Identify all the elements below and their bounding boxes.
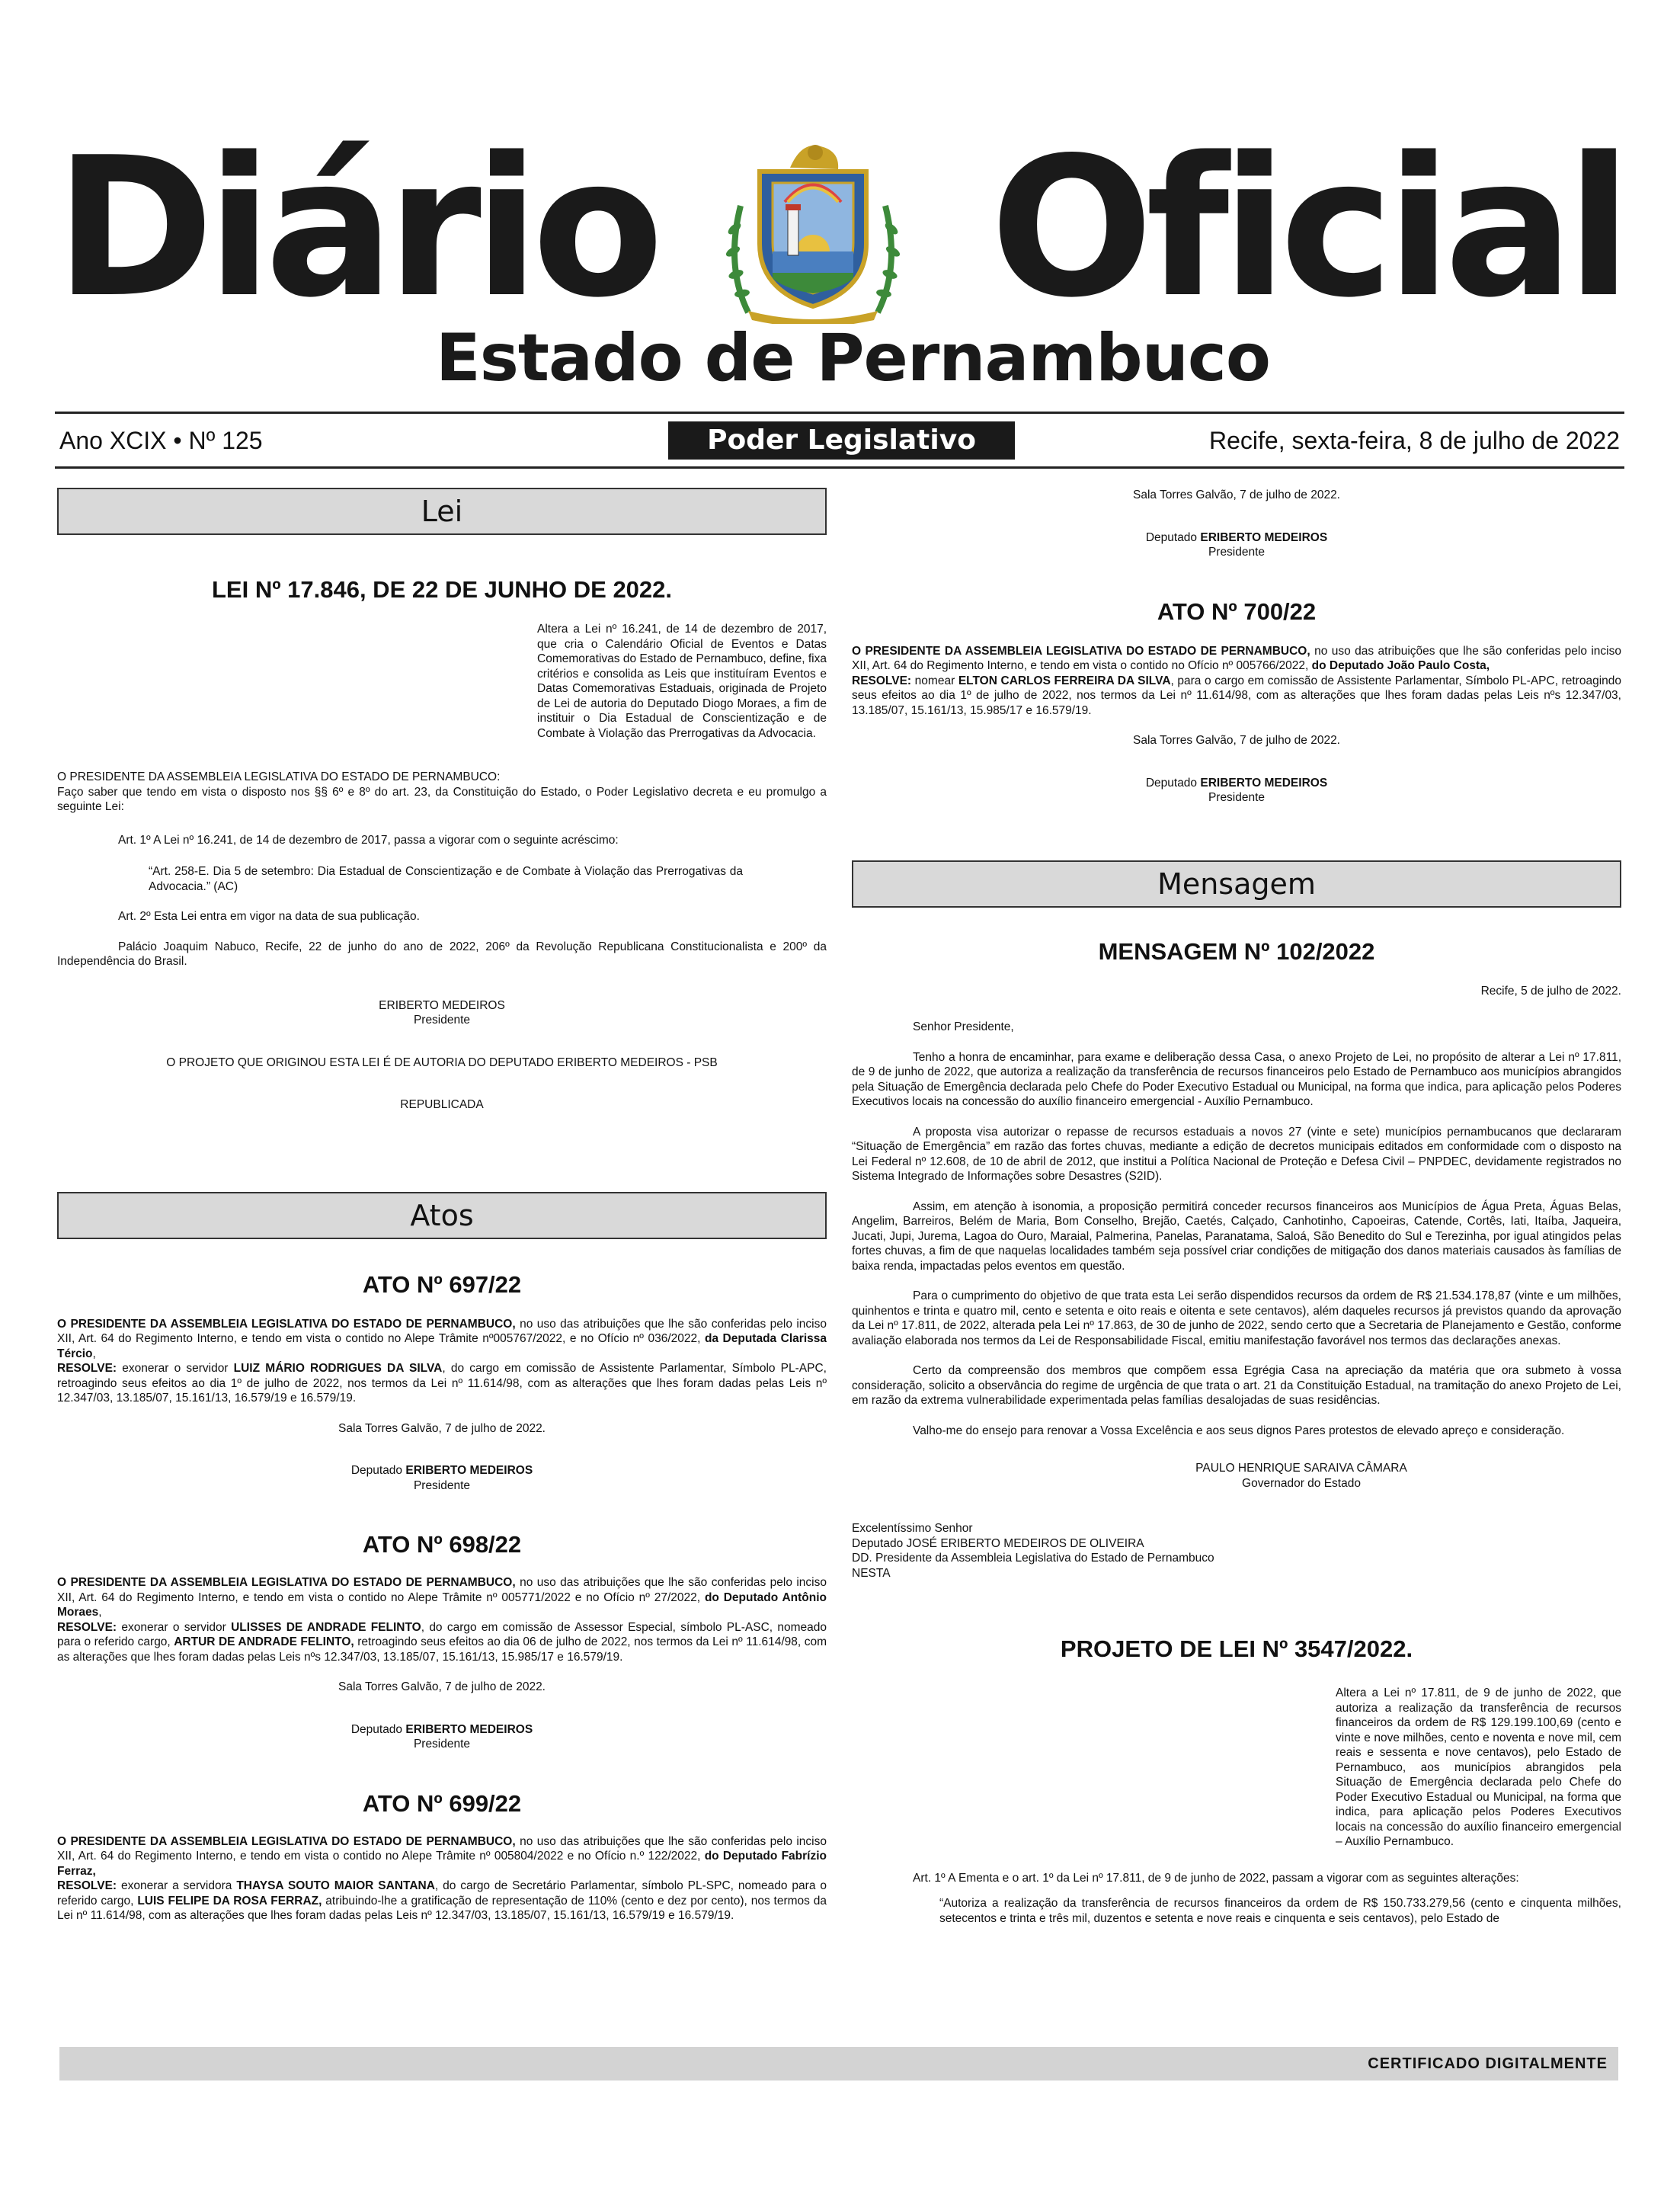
ato-699-body: O PRESIDENTE DA ASSEMBLEIA LEGISLATIVA DO ESTADO DE PERNAMBUCO, no uso das atribuições que lhe são conferidas pelo inciso XII, Art. 64 do Regimento Interno, e tendo em vista o contido no Alepe Trâmite nº 005804/2022 e no Ofício n.º 122/2022, do Deputado Fabrízio Ferraz, RESOLVE: exonerar a servidora THAYSA SOUTO MAIOR SANTANA, do cargo de Secretário Parlamentar, símbolo PL-SPC, nomeado para o referido cargo, LUIS FELIPE DA ROSA FERRAZ, atribuindo-lhe a gratificação de representação de 110% (cento e dez por cento), nos termos da Lei nº 11.614/98, com as alterações que lhes foram dadas pelas Leis nº 12.347/03, 13.185/07, 15.161/13, 16.579/19 e 16.579/19. [57, 1834, 827, 1922]
section-header-lei: Lei [57, 488, 827, 535]
projeto-de-lei-quote: “Autoriza a realização da transferência de recursos financeiros da ordem de R$ 150.733.279,56 (cento e cinquenta milhões, setecentos e trinta e três mil, duzentos e setenta e nove reais e cinquenta e seis centavos), pelo Estado de [939, 1897, 1621, 1925]
ato-697-sala: Sala Torres Galvão, 7 de julho de 2022. [338, 1421, 546, 1435]
mensagem-paragraph-1: Tenho a honra de encaminhar, para exame e deliberação dessa Casa, o anexo Projeto de Lei, no propósito de alterar a Lei nº 17.811, de 9 de junho de 2022, que autoriza a realização da transferência de recursos financeiros pelo Estado de Pernambuco aos municípios abrangidos pela Situação de Emergência declarada pelo Chefe do Poder Executivo Estadual ou Municipal, na forma que indica, para aplicação pelos Poderes Executivos locais na concessão do auxílio financeiro emergencial - Auxílio Pernambuco. [852, 1050, 1621, 1108]
lei-art1: Art. 1º A Lei nº 16.241, de 14 de dezembro de 2017, passa a vigorar com o seguinte acréscimo: [118, 833, 619, 847]
ato-700-body: O PRESIDENTE DA ASSEMBLEIA LEGISLATIVA DO ESTADO DE PERNAMBUCO, no uso das atribuições que lhe são conferidas pelo inciso XII, Art. 64 do Regimento Interno, e tendo em vista o contido no Ofício nº 005766/2022, do Deputado João Paulo Costa, RESOLVE: nomear ELTON CARLOS FERREIRA DA SILVA, para o cargo em comissão de Assistente Parlamentar, Símbolo PL-APC, retroagindo seus efeitos ao dia 1º de julho de 2022, nos termos da Lei nº 11.614/98, com as alterações que lhes foram dadas pelas Leis nºs 12.347/03, 13.185/07, 15.161/13, 15.985/17 e 16.579/19. [852, 644, 1622, 717]
lei-art2: Art. 2º Esta Lei entra em vigor na data de sua publicação. [118, 910, 420, 923]
lei-title: LEI Nº 17.846, DE 22 DE JUNHO DE 2022. [211, 576, 673, 603]
mensagem-paragraph-3: Assim, em atenção à isonomia, a proposição permitirá conceder recursos financeiros aos Municípios de Água Preta, Águas Belas, Angelim, Barreiros, Belém de Maria, Bom Conselho, Brejão, Caetés, Calçado, Canhotinho, Capoeiras, Catende, Cortês, Iati, Itaíba, Jaqueira, Jucati, Jupi, Jurema, Lagoa do Ouro, Maraial, Palmerina, Panelas, Paranatama, Saloá, São Benedito do Sul e Terezinha, por igual atingidos pelas fortes chuvas, a fim de que naquelas localidades também seja possível criar condições de mitigação dos danos materiais causados às famílias de baixa renda, impactadas pelos eventos em questão. [852, 1200, 1621, 1273]
mensagem-date: Recife, 5 de julho de 2022. [1480, 984, 1621, 998]
masthead [55, 117, 1624, 396]
ato-698-signature: Deputado ERIBERTO MEDEIROS [350, 1722, 533, 1736]
ato-697-title: ATO Nº 697/22 [362, 1270, 522, 1298]
edition-number: Ano XCIX • Nº 125 [59, 427, 263, 454]
section-header-atos: Atos [57, 1192, 827, 1239]
projeto-de-lei-title: PROJETO DE LEI Nº 3547/2022. [1060, 1635, 1413, 1662]
mensagem-paragraph-2: A proposta visa autorizar o repasse de recursos estaduais a novos 27 (vinte e sete) municípios pernambucanos que declararam “Situação de Emergência” em razão das fortes chuvas, mediante a edição de decretos municipais editados em conformidade com o disposto na Lei Federal nº 12.608, de 10 de abril de 2012, que institui a Política Nacional de Proteção e Defesa Civil – PNPDEC, devidamente registrados no Sistema Integrado de Informações sobre Desastres (S2ID). [852, 1125, 1621, 1183]
address-line-4: NESTA [852, 1566, 891, 1580]
left-column [57, 488, 827, 1924]
ato-700-role: Presidente [1208, 791, 1266, 804]
ato-700-title: ATO Nº 700/22 [1157, 597, 1317, 625]
mensagem-paragraph-5: Certo da compreensão dos membros que compõem essa Egrégia Casa na apreciação da matéria que ora submeto à vossa consideração, solicito a observância do regime de urgência de que trata o art. 21 da Constituição Estadual, na tramitação do anexo Projeto de Lei, em razão da extrema vulnerabilidade experimentada pelas famílias desalojadas de suas residências. [852, 1364, 1621, 1407]
ato-698-title: ATO Nº 698/22 [362, 1531, 522, 1558]
mensagem-paragraph-4: Para o cumprimento do objetivo de que trata esta Lei serão dispendidos recursos da ordem de R$ 21.534.178,87 (vinte e um milhões, quinhentos e trinta e quatro mil, cento e setenta e oito reais e oitenta e sete centavos), além daqueles recursos já previstos quando da aprovação da Lei nº 17.811, de 2022, alterada pela Lei nº 17.863, de 30 de junho de 2022, sendo certo que a Secretaria de Planejamento e Gestão, conforme avaliação elaborada nos termos da Lei de Responsabilidade Fiscal, emitiu manifestação favorável nos termos das declarações anexas. [852, 1289, 1621, 1347]
projeto-de-lei-ementa: Altera a Lei nº 17.811, de 9 de junho de 2022, que autoriza a realização da transferência de recursos financeiros da ordem de R$ 129.199.100,69 (cento e vinte e nove milhões, cento e noventa e nove mil, cem reais e sessenta e nove centavos), pelo Estado de Pernambuco, aos municípios abrangidos pela Situação de Emergência declarada pelo Chefe do Poder Executivo Estadual ou Municipal, na forma que indica, para aplicação pelos Poderes Executivos locais na concessão do auxílio financeiro emergencial – Auxílio Pernambuco. [1336, 1686, 1621, 1848]
lei-preamble-2: Faço saber que tendo em vista o disposto nos §§ 6º e 8º do art. 23, da Constituição do Estado, o Poder Legislativo decreta e eu promulgo a seguinte Lei: [57, 785, 827, 813]
lei-palacio: Palácio Joaquim Nabuco, Recife, 22 de junho do ano de 2022, 206º da Revolução Republicana Constitucionalista e 200º da Independência do Brasil. [57, 940, 827, 968]
masthead-bottom-rule [55, 466, 1624, 469]
section-header-mensagem: Mensagem [852, 860, 1621, 908]
lei-autoria: O PROJETO QUE ORIGINOU ESTA LEI É DE AUTORIA DO DEPUTADO ERIBERTO MEDEIROS - PSB [166, 1055, 718, 1069]
issue-date: Recife, sexta-feira, 8 de julho de 2022 [1209, 427, 1620, 454]
top-sala: Sala Torres Galvão, 7 de julho de 2022. [1132, 488, 1340, 501]
digital-certificate-label: CERTIFICADO DIGITALMENTE [1368, 2055, 1608, 2072]
top-role: Presidente [1208, 546, 1266, 559]
mensagem-signature-name: PAULO HENRIQUE SARAIVA CÂMARA [1195, 1462, 1407, 1475]
ato-699-title: ATO Nº 699/22 [362, 1789, 522, 1817]
address-line-3: DD. Presidente da Assembleia Legislativa do Estado de Pernambuco [852, 1552, 1214, 1565]
mensagem-paragraph-6: Valho-me do ensejo para renovar a Vossa Excelência e aos seus dignos Pares protestos de elevado apreço e consideração. [913, 1424, 1565, 1437]
lei-signature-name: ERIBERTO MEDEIROS [379, 998, 505, 1012]
lei-republicada: REPUBLICADA [400, 1098, 484, 1111]
mensagem-title: MENSAGEM Nº 102/2022 [1098, 937, 1375, 965]
lei-preamble-1: O PRESIDENTE DA ASSEMBLEIA LEGISLATIVA DO ESTADO DE PERNAMBUCO: [57, 770, 501, 783]
masthead-title-left: Diário [55, 117, 657, 340]
info-bar [55, 418, 1624, 466]
lei-quote: “Art. 258-E. Dia 5 de setembro: Dia Estadual de Conscientização e de Combate à Violação das Prerrogativas da Advocacia.” (AC) [149, 865, 743, 893]
ato-700-sala: Sala Torres Galvão, 7 de julho de 2022. [1132, 734, 1340, 747]
address-line-1: Excelentíssimo Senhor [852, 1522, 973, 1535]
top-signature: Deputado ERIBERTO MEDEIROS [1145, 530, 1328, 544]
masthead-top-rule [55, 412, 1624, 414]
lei-signature-role: Presidente [413, 1014, 471, 1027]
ato-698-sala: Sala Torres Galvão, 7 de julho de 2022. [338, 1680, 546, 1693]
mensagem-greeting: Senhor Presidente, [913, 1020, 1014, 1033]
power-badge: Poder Legislativo [668, 421, 1015, 460]
masthead-title-right: Oficial [990, 117, 1624, 340]
projeto-de-lei-art1: Art. 1º A Ementa e o art. 1º da Lei nº 17.811, de 9 de junho de 2022, passam a vigorar com as seguintes alterações: [913, 1871, 1519, 1885]
ato-697-body: O PRESIDENTE DA ASSEMBLEIA LEGISLATIVA DO ESTADO DE PERNAMBUCO, no uso das atribuições que lhe são conferidas pelo inciso XII, Art. 64 do Regimento Interno, e tendo em vista o contido no Alepe Trâmite nº005767/2022, e no Ofício nº 036/2022, da Deputada Clarissa Tércio, RESOLVE: exonerar o servidor LUIZ MÁRIO RODRIGUES DA SILVA, do cargo em comissão de Assistente Parlamentar, Símbolo PL-APC, retroagindo seus efeitos ao dia 1º de julho de 2022, nos termos da Lei nº 11.614/98, com as alterações que lhes foram dadas pelas Leis nº 12.347/03, 13.185/07, 15.161/13, 16.579/19 e 16.579/19. [57, 1317, 827, 1405]
masthead-subtitle: Estado de Pernambuco [436, 320, 1270, 396]
lei-ementa: Altera a Lei nº 16.241, de 14 de dezembro de 2017, que cria o Calendário Oficial de Eventos e Datas Comemorativas do Estado de Pernambuco, define, fixa critérios e consolida as Leis que instituíram Eventos e Datas Comemorativas Estaduais, originada de Projeto de Lei de autoria do Deputado Diogo Moraes, a fim de instituir o Dia Estadual de Conscientização e de Combate à Violação das Prerrogativas da Advocacia. [537, 623, 827, 740]
ato-698-role: Presidente [413, 1738, 471, 1751]
ato-700-signature: Deputado ERIBERTO MEDEIROS [1145, 776, 1328, 790]
ato-698-body: O PRESIDENTE DA ASSEMBLEIA LEGISLATIVA DO ESTADO DE PERNAMBUCO, no uso das atribuições que lhe são conferidas pelo inciso XII, Art. 64 do Regimento Interno, e tendo em vista o contido no Alepe Trâmite nº 005771/2022 e no Ofício nº 27/2022, do Deputado Antônio Moraes, RESOLVE: exonerar o servidor ULISSES DE ANDRADE FELINTO, do cargo em comissão de Assessor Especial, símbolo PL-ASC, nomeado para o referido cargo, ARTUR DE ANDRADE FELINTO, retroagindo seus efeitos ao dia 06 de julho de 2022, nos termos da Lei nº 11.614/98, com as alterações que lhes foram dadas pelas Leis nºs 12.347/03, 13.185/07, 15.161/13, 15.985/17 e 16.579/19. [57, 1576, 827, 1664]
footer-bar [59, 2047, 1618, 2080]
ato-697-role: Presidente [413, 1478, 471, 1492]
pernambuco-coat-of-arms-icon [718, 137, 908, 324]
mensagem-signature-role: Governador do Estado [1242, 1476, 1361, 1490]
ato-697-signature: Deputado ERIBERTO MEDEIROS [350, 1464, 533, 1477]
right-column [852, 488, 1621, 1926]
address-line-2: Deputado JOSÉ ERIBERTO MEDEIROS DE OLIVEIRA [852, 1536, 1144, 1550]
